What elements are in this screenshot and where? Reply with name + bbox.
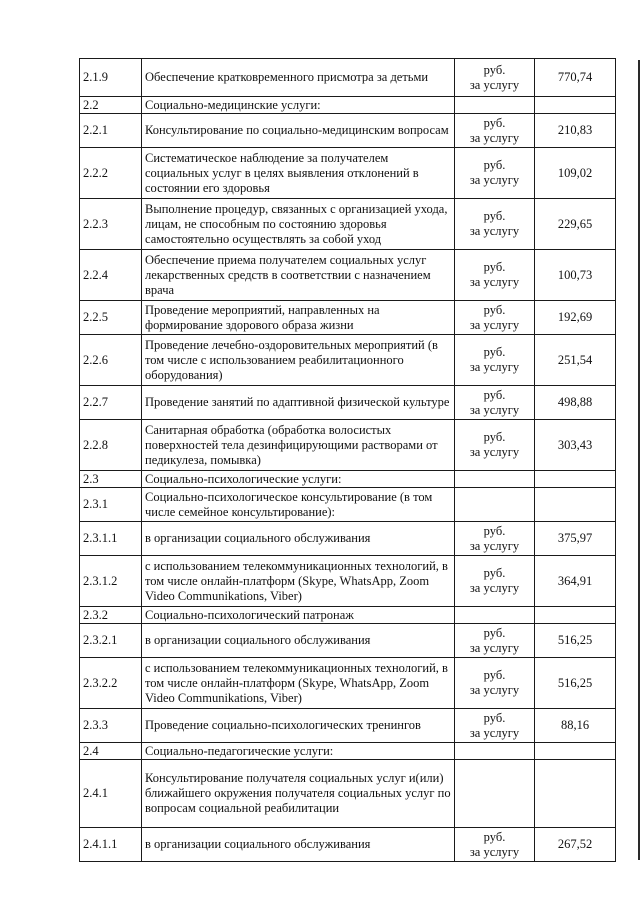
table-row [80, 828, 616, 862]
service-name: Социально-медицинские услуги: [142, 97, 455, 114]
service-name: Выполнение процедур, связанных с организацией ухода, лицам, не способным по состоянию здоровья самостоятельно осуществлять за собой уход [142, 199, 455, 250]
service-name: Социально-психологические услуги: [142, 471, 455, 488]
unit-cell [455, 709, 535, 743]
unit-cell [455, 760, 535, 828]
table-row [80, 114, 616, 148]
unit-cell [455, 148, 535, 199]
price-cell: 770,74 [535, 59, 616, 97]
row-code: 2.2.2 [80, 148, 142, 199]
unit-per-service: за услугу [469, 581, 520, 595]
table-row [80, 624, 616, 658]
unit-per-service: за услугу [469, 683, 520, 697]
row-code: 2.2.1 [80, 114, 142, 148]
service-name: с использованием телекоммуникационных технологий, в том числе онлайн-платформ (Skype, WhatsApp, Zoom Video Communikations, Viber) [142, 556, 455, 607]
services-tariff-table [79, 58, 616, 862]
table-row [80, 97, 616, 114]
row-code: 2.4.1.1 [80, 828, 142, 862]
unit-currency: руб. [483, 209, 506, 223]
unit-currency: руб. [483, 829, 506, 844]
unit-per-service: за услугу [469, 224, 520, 238]
table-row [80, 760, 616, 828]
price-cell [535, 488, 616, 522]
unit-cell [455, 488, 535, 522]
row-code: 2.3 [80, 471, 142, 488]
table-row [80, 301, 616, 335]
row-code: 2.1.9 [80, 59, 142, 97]
row-code: 2.3.1.2 [80, 556, 142, 607]
table-row [80, 471, 616, 488]
unit-per-service: за услугу [469, 844, 520, 859]
service-name: Санитарная обработка (обработка волосистых поверхностей тела дезинфицирующими растворами от педикулеза, помывка) [142, 420, 455, 471]
table-body [80, 59, 616, 862]
service-name: Консультирование по социально-медицинским вопросам [142, 114, 455, 148]
price-cell: 267,52 [535, 828, 616, 862]
unit-per-service: за услугу [469, 130, 520, 145]
unit-cell [455, 624, 535, 658]
row-code: 2.2.7 [80, 386, 142, 420]
row-code: 2.3.2 [80, 607, 142, 624]
unit-cell [455, 250, 535, 301]
row-code: 2.3.1.1 [80, 522, 142, 556]
row-code: 2.4 [80, 743, 142, 760]
row-code: 2.4.1 [80, 760, 142, 828]
service-name: Проведение мероприятий, направленных на формирование здорового образа жизни [142, 301, 455, 335]
unit-currency: руб. [483, 710, 506, 725]
table-row [80, 386, 616, 420]
unit-cell [455, 386, 535, 420]
unit-cell [455, 607, 535, 624]
table-row [80, 59, 616, 97]
price-cell: 516,25 [535, 624, 616, 658]
unit-per-service: за услугу [469, 77, 520, 92]
price-cell: 364,91 [535, 556, 616, 607]
row-code: 2.2.3 [80, 199, 142, 250]
table-row [80, 335, 616, 386]
table-row [80, 488, 616, 522]
row-code: 2.2.6 [80, 335, 142, 386]
price-cell: 303,43 [535, 420, 616, 471]
price-cell: 375,97 [535, 522, 616, 556]
unit-per-service: за услугу [469, 538, 520, 553]
table-row [80, 743, 616, 760]
service-name: Систематическое наблюдение за получателем социальных услуг в целях выявления отклонений в состоянии его здоровья [142, 148, 455, 199]
unit-cell [455, 114, 535, 148]
price-cell: 109,02 [535, 148, 616, 199]
row-code: 2.2 [80, 97, 142, 114]
table-row [80, 658, 616, 709]
unit-cell [455, 199, 535, 250]
service-name: Обеспечение приема получателем социальных услуг лекарственных средств в соответствии с назначением врача [142, 250, 455, 301]
price-cell [535, 471, 616, 488]
service-name: Проведение социально-психологических тренингов [142, 709, 455, 743]
unit-currency: руб. [483, 430, 506, 444]
service-name: Социально-педагогические услуги: [142, 743, 455, 760]
unit-cell [455, 658, 535, 709]
unit-per-service: за услугу [469, 725, 520, 740]
price-cell: 229,65 [535, 199, 616, 250]
price-cell: 100,73 [535, 250, 616, 301]
row-code: 2.3.2.1 [80, 624, 142, 658]
price-cell [535, 760, 616, 828]
service-name: Проведение лечебно-оздоровительных мероприятий (в том числе с использованием реабилитационного оборудования) [142, 335, 455, 386]
table-row [80, 522, 616, 556]
row-code: 2.2.8 [80, 420, 142, 471]
unit-currency: руб. [483, 158, 506, 172]
unit-currency: руб. [483, 62, 506, 77]
table-row [80, 556, 616, 607]
service-name: Консультирование получателя социальных услуг и(или) ближайшего окружения получателя социальных услуг по вопросам социальной реабилитации [142, 760, 455, 828]
unit-currency: руб. [483, 260, 506, 274]
unit-per-service: за услугу [469, 317, 520, 332]
service-name: Социально-психологический патронаж [142, 607, 455, 624]
unit-cell [455, 522, 535, 556]
unit-cell [455, 97, 535, 114]
unit-currency: руб. [483, 625, 506, 640]
price-cell: 88,16 [535, 709, 616, 743]
table-row [80, 607, 616, 624]
unit-currency: руб. [483, 387, 506, 402]
service-name: Социально-психологическое консультирование (в том числе семейное консультирование): [142, 488, 455, 522]
service-name: в организации социального обслуживания [142, 624, 455, 658]
price-cell [535, 743, 616, 760]
service-name: в организации социального обслуживания [142, 828, 455, 862]
row-code: 2.3.1 [80, 488, 142, 522]
unit-cell [455, 59, 535, 97]
unit-currency: руб. [483, 668, 506, 682]
unit-cell [455, 335, 535, 386]
row-code: 2.3.2.2 [80, 658, 142, 709]
price-cell: 192,69 [535, 301, 616, 335]
unit-currency: руб. [483, 115, 506, 130]
unit-currency: руб. [483, 345, 506, 359]
row-code: 2.2.5 [80, 301, 142, 335]
service-name: Проведение занятий по адаптивной физической культуре [142, 386, 455, 420]
table-row [80, 250, 616, 301]
price-cell: 498,88 [535, 386, 616, 420]
price-cell [535, 97, 616, 114]
unit-per-service: за услугу [469, 640, 520, 655]
unit-per-service: за услугу [469, 275, 520, 289]
unit-per-service: за услугу [469, 173, 520, 187]
service-name: в организации социального обслуживания [142, 522, 455, 556]
unit-cell [455, 556, 535, 607]
unit-cell [455, 743, 535, 760]
unit-cell [455, 301, 535, 335]
unit-cell [455, 420, 535, 471]
unit-cell [455, 471, 535, 488]
row-code: 2.3.3 [80, 709, 142, 743]
unit-currency: руб. [483, 566, 506, 580]
table-row [80, 709, 616, 743]
price-cell: 210,83 [535, 114, 616, 148]
table-row [80, 148, 616, 199]
unit-cell [455, 828, 535, 862]
row-code: 2.2.4 [80, 250, 142, 301]
unit-per-service: за услугу [469, 445, 520, 459]
table-row [80, 420, 616, 471]
price-cell: 251,54 [535, 335, 616, 386]
unit-per-service: за услугу [469, 402, 520, 417]
service-name: с использованием телекоммуникационных технологий, в том числе онлайн-платформ (Skype, WhatsApp, Zoom Video Communikations, Viber) [142, 658, 455, 709]
unit-currency: руб. [483, 523, 506, 538]
unit-currency: руб. [483, 302, 506, 317]
unit-per-service: за услугу [469, 360, 520, 374]
price-cell: 516,25 [535, 658, 616, 709]
service-name: Обеспечение кратковременного присмотра за детьми [142, 59, 455, 97]
table-row [80, 199, 616, 250]
price-cell [535, 607, 616, 624]
